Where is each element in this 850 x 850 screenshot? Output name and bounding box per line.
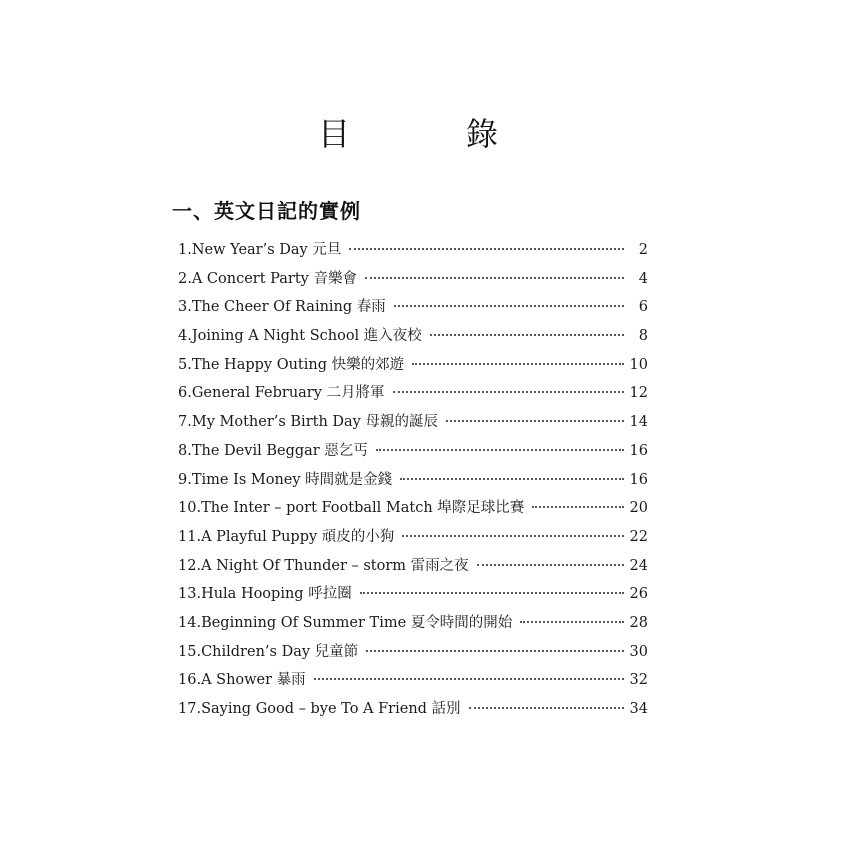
toc-entry: [178, 666, 648, 695]
toc-entry-page-number: 28: [629, 614, 648, 631]
toc-entry-number: 14.: [178, 614, 202, 631]
dot-leader: [412, 363, 623, 365]
toc-entry-title: The Happy Outing 快樂的郊遊: [191, 356, 405, 373]
dot-leader: [349, 248, 624, 250]
toc-entry-number: 7.: [178, 414, 192, 431]
toc-entry: [178, 293, 648, 322]
dot-leader: [393, 391, 624, 393]
toc-entry-number: 12.: [178, 557, 202, 574]
toc-entry-page-number: 30: [629, 643, 648, 660]
toc-entry-number: 16.: [178, 672, 202, 689]
toc-entry-title: Saying Good – bye To A Friend 話別: [201, 701, 461, 717]
toc-entry-number: 4.: [178, 328, 192, 345]
toc-entry-title: Time Is Money 時間就是金錢: [191, 471, 393, 488]
toc-entry-number: 17.: [178, 701, 202, 717]
toc-entry-page-number: 2: [638, 242, 648, 258]
dot-leader: [314, 678, 624, 680]
toc-entry-title: The Devil Beggar 惡乞丐: [191, 442, 368, 459]
dot-leader: [365, 277, 624, 279]
toc-entry-page-number: 6: [638, 299, 648, 316]
dot-leader: [532, 506, 623, 508]
table-of-contents: [178, 236, 648, 724]
toc-entry: [178, 437, 648, 466]
dot-leader: [402, 535, 623, 537]
dot-leader: [446, 420, 624, 422]
toc-entry: [178, 552, 648, 581]
toc-entry-page-number: 14: [629, 414, 648, 431]
toc-entry-number: 6.: [178, 385, 192, 402]
toc-entry-page-number: 26: [629, 586, 648, 603]
toc-entry-title: Children’s Day 兒童節: [201, 643, 359, 660]
toc-entry-page-number: 8: [638, 328, 648, 345]
toc-entry: [178, 236, 648, 265]
toc-entry: [178, 609, 648, 638]
toc-entry-title: The Cheer Of Raining 春雨: [191, 299, 386, 316]
dot-leader: [394, 305, 624, 307]
dot-leader: [430, 334, 624, 336]
dot-leader: [360, 592, 624, 594]
toc-entry: [178, 580, 648, 609]
toc-entry-page-number: 16: [629, 471, 648, 488]
toc-entry-title: The Inter – port Football Match 埠際足球比賽: [201, 500, 525, 517]
dot-leader: [520, 621, 623, 623]
toc-entry-page-number: 4: [638, 270, 648, 287]
toc-entry-number: 13.: [178, 586, 202, 603]
toc-entry-number: 5.: [178, 356, 192, 373]
toc-entry-number: 2.: [178, 270, 192, 287]
title-char-1: 目: [318, 115, 351, 153]
toc-entry-title: Beginning Of Summer Time 夏令時間的開始: [201, 614, 513, 631]
toc-entry: [178, 379, 648, 408]
toc-entry-page-number: 20: [629, 500, 648, 517]
toc-entry-number: 10.: [178, 500, 202, 517]
toc-entry-title: General February 二月將軍: [191, 385, 385, 402]
toc-entry: [178, 523, 648, 552]
toc-entry-title: A Playful Puppy 頑皮的小狗: [201, 528, 395, 545]
toc-entry-page-number: 22: [629, 528, 648, 545]
toc-entry-page-number: 16: [629, 442, 648, 459]
dot-leader: [366, 650, 623, 652]
dot-leader: [376, 449, 624, 451]
toc-entry: [178, 265, 648, 294]
toc-entry-page-number: 32: [629, 672, 648, 689]
toc-entry: [178, 322, 648, 351]
toc-entry-title: Joining A Night School 進入夜校: [191, 328, 422, 345]
toc-entry-page-number: 10: [629, 356, 648, 373]
title-char-2: 錄: [466, 115, 499, 153]
dot-leader: [477, 564, 624, 566]
toc-entry: [178, 351, 648, 380]
toc-entry-number: 11.: [178, 528, 202, 545]
dot-leader: [400, 478, 623, 480]
toc-entry-number: 15.: [178, 643, 202, 660]
toc-entry: [178, 408, 648, 437]
toc-entry-page-number: 12: [629, 385, 648, 402]
toc-entry: [178, 494, 648, 523]
toc-entry-number: 9.: [178, 471, 192, 488]
toc-entry-title: A Shower 暴雨: [201, 672, 306, 689]
toc-entry: [178, 466, 648, 495]
page-title: [0, 112, 850, 162]
toc-entry-title: Hula Hooping 呼拉圈: [201, 586, 352, 603]
toc-entry-number: 1.: [178, 242, 192, 258]
section-heading: 一、英文日記的實例: [172, 199, 361, 223]
toc-entry-page-number: 24: [629, 557, 648, 574]
toc-entry: [178, 638, 648, 667]
toc-entry-title: New Year’s Day 元旦: [191, 242, 342, 258]
dot-leader: [469, 707, 624, 709]
toc-entry-title: My Mother’s Birth Day 母親的誕辰: [191, 414, 438, 431]
toc-entry-title: A Night Of Thunder – storm 雷雨之夜: [201, 557, 469, 574]
toc-entry-number: 8.: [178, 442, 192, 459]
toc-entry-number: 3.: [178, 299, 192, 316]
toc-entry: [178, 695, 648, 724]
toc-entry-page-number: 34: [629, 701, 648, 717]
toc-entry-title: A Concert Party 音樂會: [191, 270, 357, 287]
